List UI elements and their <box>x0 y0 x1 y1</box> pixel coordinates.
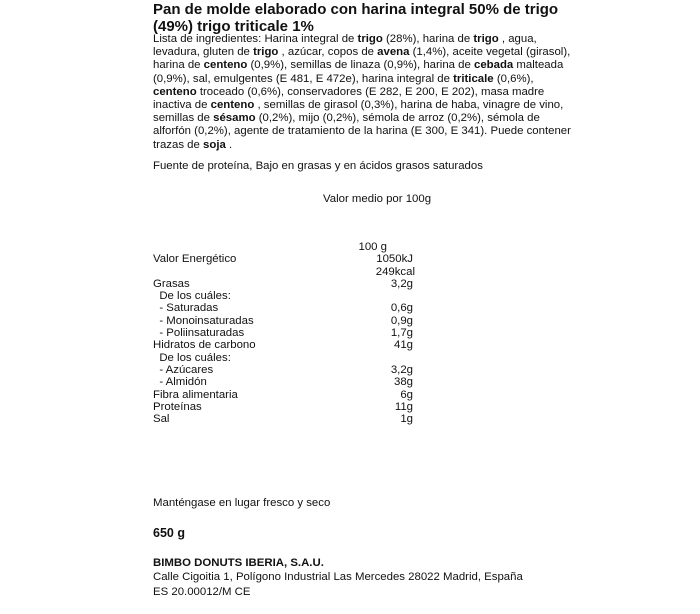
nutrient-label: Fibra alimentaria <box>153 388 238 401</box>
nutrition-row <box>153 266 413 278</box>
nutrient-value: 11g <box>394 400 413 413</box>
allergen: trigo <box>253 46 279 59</box>
company-address: Calle Cigoitia 1, Polígono Industrial Las Mercedes 28022 Madrid, España <box>153 571 523 583</box>
nutrition-claims: Fuente de proteína, Bajo en grasas y en ácidos grasos saturados <box>153 160 483 172</box>
ingredient-text: (28%), harina de <box>382 33 474 45</box>
ingredient-text: malteada (0,9%), sal, emulgentes (E 481, E 472e), harina integral de <box>153 59 564 85</box>
nutrient-label: - Monoinsaturadas <box>153 314 254 327</box>
nutrient-label: - Saturadas <box>153 302 219 315</box>
company-address-block <box>153 570 523 600</box>
nutrient-value: 38g <box>393 376 413 389</box>
allergen: avena <box>377 46 410 59</box>
nutrition-row <box>153 401 413 413</box>
nutrient-label: - Almidón <box>153 376 207 389</box>
nutrient-label: Hidratos de carbono <box>153 339 256 352</box>
nutrition-row <box>153 364 413 376</box>
nutrition-row <box>153 290 413 302</box>
ingredient-text: (0,6%), <box>493 72 534 85</box>
allergen: soja <box>203 138 226 151</box>
ingredient-text: troceado (0,6%), conservadores (E 282, E 200, E 202), masa madre inactiva de <box>153 85 545 112</box>
nutrient-value: 100 g <box>358 241 387 253</box>
ingredient-text: (1,4%), aceite vegetal (girasol), harina de <box>153 46 571 72</box>
nutrition-row <box>153 413 413 425</box>
nutrient-value: 0,9g <box>390 314 413 327</box>
health-registry: ES 20.00012/M CE <box>153 586 251 598</box>
nutrient-label: De los cuáles: <box>153 290 231 303</box>
allergen: sésamo <box>213 112 256 125</box>
allergen: centeno <box>153 85 197 98</box>
nutrient-value: 3,2g <box>390 277 413 290</box>
ingredient-text: , agua, levadura, gluten de <box>153 33 537 59</box>
nutrition-table <box>153 241 413 425</box>
allergen: cebada <box>474 59 514 72</box>
nutrient-label: Proteínas <box>153 400 202 413</box>
nutrient-label: - Azúcares <box>153 363 214 376</box>
nutrition-row <box>153 339 413 351</box>
nutrition-row <box>153 278 413 290</box>
nutrient-value: 249kcal <box>375 265 415 278</box>
nutrition-header: Valor medio por 100g <box>323 193 432 205</box>
nutrition-row <box>153 389 413 401</box>
nutrient-value: 0,6g <box>390 302 413 315</box>
nutrient-value: 1050kJ <box>376 253 413 266</box>
allergen: triticale <box>453 72 494 85</box>
ingredient-text: , semillas de girasol (0,3%), harina de haba, vinagre de vino, semillas de <box>153 99 564 125</box>
nutrition-row <box>153 327 413 339</box>
nutrient-label: Valor Energético <box>153 253 237 266</box>
nutrient-value: 41g <box>393 339 413 352</box>
nutrition-row <box>153 302 413 314</box>
nutrition-row <box>153 376 413 388</box>
ingredient-text: . <box>225 138 233 151</box>
ingredients-list <box>153 33 575 152</box>
company-name: BIMBO DONUTS IBERIA, S.A.U. <box>153 557 324 569</box>
ingredient-text: (0,2%), mijo (0,2%), sémola de arroz (0,2%), sémola de alforfón (0,2%), agente de tratamiento de la harina (E 300, E 341). Puede contener trazas de <box>153 112 571 151</box>
ingredient-text: , azúcar, copos de <box>278 46 378 59</box>
nutrition-row <box>153 315 413 327</box>
nutrient-label: Sal <box>153 413 170 426</box>
nutrition-row <box>153 253 413 265</box>
nutrient-value: 6g <box>400 388 413 401</box>
allergen: trigo <box>357 33 383 45</box>
nutrition-row <box>153 241 413 253</box>
nutrient-label: - Poliinsaturadas <box>153 327 245 340</box>
allergen: centeno <box>210 99 255 112</box>
ingredient-text: (0,9%), semillas de linaza (0,9%), harina de <box>247 59 474 72</box>
ingredient-text: Lista de ingredientes: Harina integral de <box>153 33 358 45</box>
nutrient-label: De los cuáles: <box>153 351 231 364</box>
nutrient-label: Grasas <box>153 277 190 290</box>
allergen: centeno <box>203 59 248 72</box>
allergen: trigo <box>473 33 499 45</box>
net-weight: 650 g <box>153 526 185 540</box>
nutrient-value: 3,2g <box>390 363 413 376</box>
nutrient-value: 1,7g <box>390 327 413 340</box>
nutrition-row <box>153 352 413 364</box>
nutrient-value: 1g <box>400 413 413 426</box>
storage-instructions: Manténgase en lugar fresco y seco <box>153 497 331 509</box>
product-title: Pan de molde elaborado con harina integral 50% de trigo (49%) trigo triticale 1% <box>153 1 559 35</box>
